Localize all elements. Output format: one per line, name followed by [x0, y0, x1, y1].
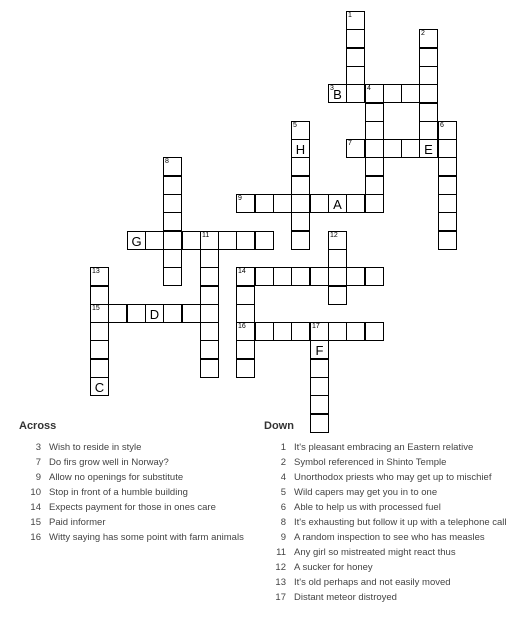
clue-text: It's pleasant embracing an Eastern relative — [294, 442, 474, 453]
clue-number: 2 — [280, 457, 286, 468]
grid-cell[interactable] — [255, 194, 274, 213]
grid-cell[interactable] — [310, 267, 329, 286]
cell-letter: D — [149, 307, 160, 322]
clue-down-2[interactable] — [264, 457, 516, 469]
grid-cell[interactable] — [438, 231, 457, 250]
clue-down-12[interactable] — [264, 562, 516, 574]
grid-cell[interactable] — [200, 231, 219, 250]
cell-letter: H — [295, 142, 306, 157]
grid-cell[interactable] — [291, 231, 310, 250]
grid-cell[interactable] — [365, 121, 384, 140]
clue-across-16[interactable] — [19, 532, 254, 544]
clue-text: Distant meteor distroyed — [294, 592, 397, 603]
clue-number: 8 — [280, 517, 286, 528]
grid-cell[interactable] — [182, 304, 201, 323]
clue-down-11[interactable] — [264, 547, 516, 559]
grid-cell[interactable] — [438, 121, 457, 140]
cell-number: 6 — [440, 122, 444, 129]
grid-cell[interactable] — [419, 121, 438, 140]
clue-across-15[interactable] — [19, 517, 254, 529]
grid-cell[interactable] — [145, 231, 164, 250]
grid-cell[interactable] — [255, 322, 274, 341]
grid-cell[interactable] — [236, 194, 255, 213]
grid-cell[interactable] — [346, 66, 365, 85]
clue-down-9[interactable] — [264, 532, 516, 544]
grid-cell[interactable] — [419, 48, 438, 67]
grid-cell[interactable] — [328, 249, 347, 268]
clue-down-8[interactable] — [264, 517, 516, 529]
grid-cell[interactable] — [438, 212, 457, 231]
clue-number: 3 — [35, 442, 41, 453]
grid-cell[interactable] — [291, 139, 310, 158]
grid-cell[interactable] — [200, 340, 219, 359]
grid-cell[interactable] — [127, 304, 146, 323]
grid-cell[interactable] — [273, 322, 292, 341]
cell-number: 5 — [293, 122, 297, 129]
grid-cell[interactable] — [310, 377, 329, 396]
grid-cell[interactable] — [346, 29, 365, 48]
cell-letter: G — [131, 234, 142, 249]
across-heading: Across — [19, 420, 57, 432]
cell-number: 17 — [312, 323, 320, 330]
grid-cell[interactable] — [163, 176, 182, 195]
grid-cell[interactable] — [90, 286, 109, 305]
clue-text: It's exhausting but follow it up with a telephone call — [294, 517, 507, 528]
grid-cell[interactable] — [273, 194, 292, 213]
grid-cell[interactable] — [236, 286, 255, 305]
grid-cell[interactable] — [291, 212, 310, 231]
cell-number: 11 — [202, 232, 210, 239]
clue-text: Able to help us with processed fuel — [294, 502, 441, 513]
clue-text: Stop in front of a humble building — [49, 487, 188, 498]
grid-cell[interactable] — [255, 231, 274, 250]
clue-text: Paid informer — [49, 517, 106, 528]
clue-number: 11 — [276, 547, 286, 558]
grid-cell[interactable] — [365, 84, 384, 103]
grid-cell[interactable] — [419, 103, 438, 122]
grid-cell[interactable] — [108, 304, 127, 323]
clue-across-3[interactable] — [19, 442, 254, 454]
grid-cell[interactable] — [163, 249, 182, 268]
grid-cell[interactable] — [365, 194, 384, 213]
clue-text: Witty saying has some point with farm animals — [49, 532, 244, 543]
cell-letter: E — [424, 142, 433, 157]
grid-cell[interactable] — [346, 194, 365, 213]
grid-cell[interactable] — [291, 267, 310, 286]
grid-cell[interactable] — [346, 11, 365, 30]
grid-cell[interactable] — [310, 322, 329, 341]
clue-text: Any girl so mistreated might react thus — [294, 547, 456, 558]
grid-cell[interactable] — [236, 267, 255, 286]
clue-number: 14 — [30, 502, 41, 513]
clue-text: It's old perhaps and not easily moved — [294, 577, 451, 588]
grid-cell[interactable] — [163, 212, 182, 231]
grid-cell[interactable] — [346, 139, 365, 158]
grid-cell[interactable] — [236, 359, 255, 378]
clue-number: 12 — [275, 562, 286, 573]
grid-cell[interactable] — [438, 176, 457, 195]
grid-cell[interactable] — [90, 322, 109, 341]
grid-cell[interactable] — [383, 139, 402, 158]
grid-cell[interactable] — [90, 359, 109, 378]
clue-text: Wild capers may get you in to one — [294, 487, 438, 498]
grid-cell[interactable] — [163, 267, 182, 286]
cell-number: 4 — [367, 85, 371, 92]
cell-letter: C — [94, 380, 105, 395]
grid-cell[interactable] — [218, 231, 237, 250]
grid-cell[interactable] — [127, 231, 146, 250]
clue-down-13[interactable] — [264, 577, 516, 589]
across-clues — [19, 420, 254, 547]
grid-cell[interactable] — [200, 322, 219, 341]
grid-cell[interactable] — [365, 103, 384, 122]
down-clues — [264, 420, 516, 607]
grid-cell[interactable] — [163, 194, 182, 213]
clue-down-17[interactable] — [264, 592, 516, 604]
grid-cell[interactable] — [291, 157, 310, 176]
grid-cell[interactable] — [328, 267, 347, 286]
clue-across-9[interactable] — [19, 472, 254, 484]
grid-cell[interactable] — [182, 231, 201, 250]
grid-cell[interactable] — [310, 395, 329, 414]
grid-cell[interactable] — [291, 322, 310, 341]
clue-text: Wish to reside in style — [49, 442, 142, 453]
grid-cell[interactable] — [328, 322, 347, 341]
clue-number: 7 — [35, 457, 41, 468]
clue-number: 1 — [280, 442, 286, 453]
cell-number: 1 — [348, 12, 352, 19]
grid-cell[interactable] — [163, 304, 182, 323]
grid-cell[interactable] — [346, 48, 365, 67]
grid-cell[interactable] — [419, 29, 438, 48]
cell-number: 16 — [238, 323, 246, 330]
clue-text: Unorthodox priests who may get up to mischief — [294, 472, 492, 483]
clue-text: A random inspection to see who has measles — [294, 532, 485, 543]
grid-cell[interactable] — [310, 359, 329, 378]
grid-cell[interactable] — [365, 139, 384, 158]
clue-down-5[interactable] — [264, 487, 516, 499]
clue-number: 17 — [275, 592, 286, 603]
clue-across-10[interactable] — [19, 487, 254, 499]
cell-letter: F — [315, 343, 324, 358]
grid-cell[interactable] — [419, 66, 438, 85]
clue-number: 15 — [30, 517, 41, 528]
grid-cell[interactable] — [383, 84, 402, 103]
grid-cell[interactable] — [236, 231, 255, 250]
clue-text: Do firs grow well in Norway? — [49, 457, 169, 468]
clue-number: 13 — [275, 577, 286, 588]
grid-cell[interactable] — [328, 84, 347, 103]
grid-cell[interactable] — [291, 121, 310, 140]
clue-text: Expects payment for those in ones care — [49, 502, 216, 513]
clue-text: A sucker for honey — [294, 562, 373, 573]
grid-cell[interactable] — [328, 231, 347, 250]
cell-number: 9 — [238, 195, 242, 202]
grid-cell[interactable] — [365, 267, 384, 286]
cell-number: 13 — [92, 268, 100, 275]
clue-number: 9 — [35, 472, 41, 483]
cell-number: 2 — [421, 30, 425, 37]
grid-cell[interactable] — [236, 304, 255, 323]
cell-number: 15 — [92, 305, 100, 312]
cell-letter: A — [333, 197, 342, 212]
grid-cell[interactable] — [90, 340, 109, 359]
clue-number: 9 — [280, 532, 286, 543]
clue-down-6[interactable] — [264, 502, 516, 514]
grid-cell[interactable] — [419, 139, 438, 158]
grid-cell[interactable] — [365, 157, 384, 176]
grid-cell[interactable] — [419, 84, 438, 103]
grid-cell[interactable] — [438, 157, 457, 176]
grid-cell[interactable] — [90, 377, 109, 396]
grid-cell[interactable] — [346, 267, 365, 286]
clue-number: 6 — [280, 502, 286, 513]
grid-cell[interactable] — [236, 340, 255, 359]
clue-across-7[interactable] — [19, 457, 254, 469]
grid-cell[interactable] — [273, 267, 292, 286]
clue-across-14[interactable] — [19, 502, 254, 514]
grid-cell[interactable] — [145, 304, 164, 323]
grid-cell[interactable] — [365, 176, 384, 195]
grid-cell[interactable] — [163, 231, 182, 250]
clue-number: 4 — [280, 472, 286, 483]
grid-cell[interactable] — [310, 194, 329, 213]
grid-cell[interactable] — [438, 139, 457, 158]
grid-cell[interactable] — [90, 304, 109, 323]
clue-down-1[interactable] — [264, 442, 516, 454]
cell-number: 12 — [330, 232, 338, 239]
clue-text: Symbol referenced in Shinto Temple — [294, 457, 447, 468]
cell-number: 8 — [165, 158, 169, 165]
grid-cell[interactable] — [291, 176, 310, 195]
grid-cell[interactable] — [236, 322, 255, 341]
down-heading: Down — [264, 420, 294, 432]
grid-cell[interactable] — [200, 304, 219, 323]
grid-cell[interactable] — [438, 194, 457, 213]
grid-cell[interactable] — [346, 84, 365, 103]
grid-cell[interactable] — [328, 286, 347, 305]
grid-cell[interactable] — [346, 322, 365, 341]
clue-number: 10 — [30, 487, 41, 498]
grid-cell[interactable] — [90, 267, 109, 286]
grid-cell[interactable] — [200, 359, 219, 378]
clue-number: 16 — [30, 532, 41, 543]
clue-down-4[interactable] — [264, 472, 516, 484]
grid-cell[interactable] — [401, 139, 420, 158]
grid-cell[interactable] — [310, 340, 329, 359]
grid-cell[interactable] — [401, 84, 420, 103]
grid-cell[interactable] — [365, 322, 384, 341]
grid-cell[interactable] — [200, 249, 219, 268]
cell-number: 14 — [238, 268, 246, 275]
clue-text: Allow no openings for substitute — [49, 472, 184, 483]
cell-number: 7 — [348, 140, 352, 147]
grid-cell[interactable] — [291, 194, 310, 213]
grid-cell[interactable] — [255, 267, 274, 286]
clue-number: 5 — [280, 487, 286, 498]
grid-cell[interactable] — [328, 194, 347, 213]
cell-letter: B — [333, 87, 342, 102]
grid-cell[interactable] — [163, 157, 182, 176]
grid-cell[interactable] — [200, 267, 219, 286]
cell-number: 3 — [330, 85, 334, 92]
grid-cell[interactable] — [200, 286, 219, 305]
